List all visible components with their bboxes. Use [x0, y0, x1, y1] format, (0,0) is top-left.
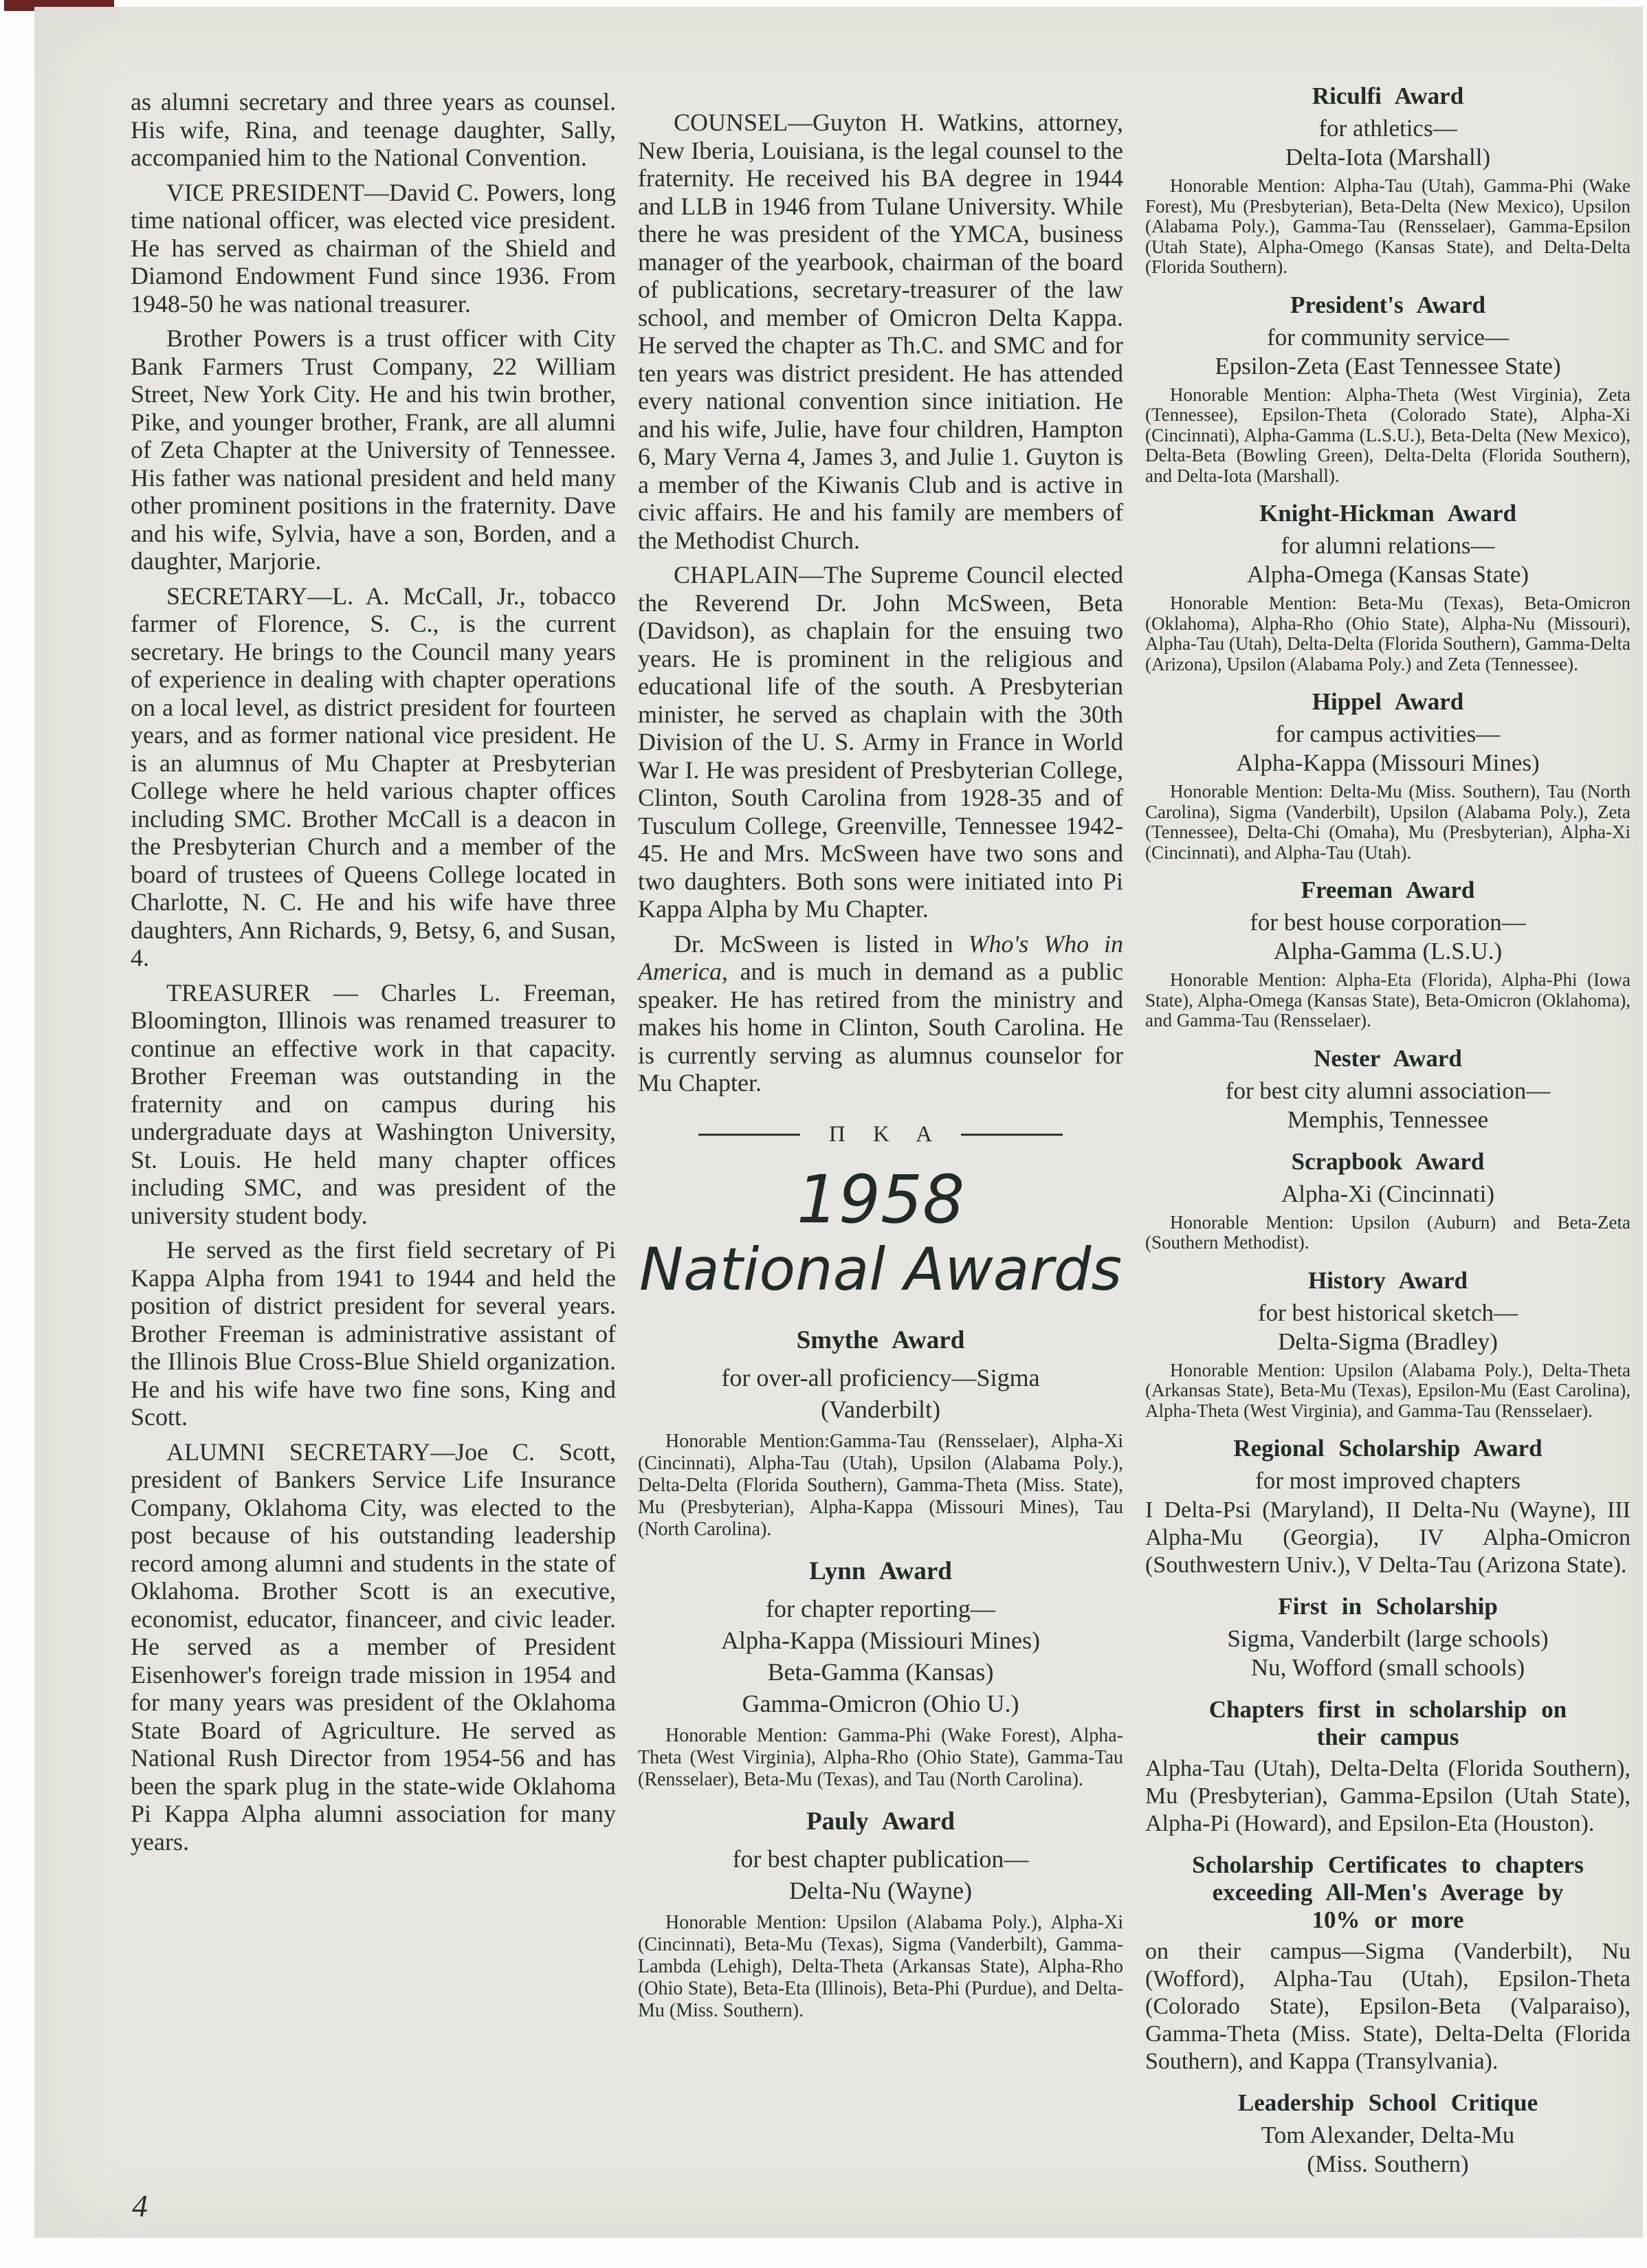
award-title: Regional Scholarship Award [1233, 1435, 1543, 1462]
body-paragraph: CHAPLAIN—The Supreme Council elected the Reverend Dr. John McSween, Beta (Davidson), as chaplain for the ensuing two years. He is prominent in the religious and educational life of the south. A Presbyterian minister, he served as chaplain with the 30th Division of the U. S. Army in France in World War I. He was president of Presbyterian College, Clinton, South Carolina from 1928-35 and of Tusculum College, Greenville, Tennessee 1942-45. He and Mrs. McSween have two sons and two daughters. Both sons were initiated into Pi Kappa Alpha by Mu Chapter. [638, 561, 1123, 923]
magazine-page [34, 7, 1643, 2238]
page-number: 4 [132, 2188, 148, 2223]
award-section [638, 1807, 1123, 2022]
award-section [1145, 1435, 1631, 1579]
awards-title-heading: National Awards [639, 1235, 1123, 1305]
divider-rule [961, 1134, 1063, 1136]
columns-container [131, 7, 1631, 2179]
award-winner-line: Epsilon-Zeta (East Tennessee State) [1215, 352, 1561, 379]
body-paragraph: VICE PRESIDENT—David C. Powers, long time national officer, was elected vice president. He has served as chairman of the Shield and Diamond Endowment Fund since 1936. From 1948-50 he was national treasurer. [131, 178, 616, 318]
honorable-mention-text: Honorable Mention: Alpha-Theta (West Virginia), Zeta (Tennessee), Epsilon-Theta (Colorado State), Alpha-Xi (Cincinnati), Alpha-Gamma (L.S.U.), Beta-Delta (New Mexico), Delta-Beta (Bowling Green), Delta-Delta (Florida Southern), and Delta-Iota (Marshall). [1145, 384, 1631, 486]
pka-divider [652, 1122, 1109, 1147]
award-title: History Award [1307, 1266, 1468, 1294]
award-winner-line: Sigma, Vanderbilt (large schools) [1227, 1625, 1549, 1652]
award-winner-line: Alpha-Xi (Cincinnati) [1281, 1180, 1495, 1207]
award-section [1145, 877, 1631, 1031]
award-section [1145, 688, 1631, 863]
award-winner-line: for chapter reporting— [766, 1594, 995, 1622]
award-winner-line: Gamma-Omicron (Ohio U.) [742, 1689, 1019, 1717]
body-paragraph: Dr. McSween is listed in Who's Who in America, and is much in demand as a public speaker. He has retired from the ministry and makes his home in Clinton, South Carolina. He is currently serving as alumnus counselor for Mu Chapter. [638, 929, 1123, 1097]
award-section [638, 1326, 1123, 1541]
body-paragraph: COUNSEL—Guyton H. Watkins, attorney, New Iberia, Louisiana, is the legal counsel to the fraternity. He received his BA degree in 1944 and LLB in 1946 from Tulane University. While there he was president of the YMCA, business manager of the yearbook, chairman of the board of publications, secretary-treasurer of the law school, and member of Omicron Delta Kappa. He served the chapter as Th.C. and SMC and for ten years was district president. He has attended every national convention since initiation. He and his wife, Julie, have four children, Hampton 6, Mary Verna 4, James 3, and Julie 1. Guyton is a member of the Kiwanis Club and is active in civic affairs. He and his family are members of the Methodist Church. [638, 109, 1123, 554]
award-winner-line: for alumni relations— [1281, 532, 1495, 559]
honorable-mention-text: Honorable Mention: Beta-Mu (Texas), Beta-Omicron (Oklahoma), Alpha-Rho (Ohio State), Alpha-Nu (Missouri), Alpha-Tau (Utah), Delta-Delta (Florida Southern), Gamma-Delta (Arizona), Upsilon (Alabama Poly.) and Zeta (Tennessee). [1145, 593, 1631, 674]
award-section [1145, 500, 1631, 674]
award-section [1145, 291, 1631, 487]
award-title: Freeman Award [1301, 877, 1475, 903]
award-section [638, 1557, 1123, 1791]
award-title: Leadership School Critique [1237, 2089, 1538, 2116]
body-paragraph: He served as the first field secretary of Pi Kappa Alpha from 1941 to 1944 and held the position of district president for several years. Brother Freeman is administrative assistant of the Illinois Blue Cross-Blue Shield organization. He and his wife have two fine sons, King and Scott. [131, 1236, 616, 1431]
award-title: Hippel Award [1312, 688, 1464, 715]
award-winner-line: for campus activities— [1275, 720, 1501, 747]
award-title: First in Scholarship [1278, 1593, 1498, 1620]
body-paragraph: Brother Powers is a trust officer with City Bank Farmers Trust Company, 22 William Street, New York City. He and his twin brother, Pike, and younger brother, Frank, are all alumni of Zeta Chapter at the University of Tennessee. His father was national president and held many other prominent positions in the fraternity. Dave and his wife, Sylvia, have a son, Borden, and a daughter, Marjorie. [131, 324, 616, 575]
award-winner-line: for best chapter publication— [732, 1845, 1029, 1873]
award-winner-line: Beta-Gamma (Kansas) [767, 1658, 994, 1686]
award-section [1145, 82, 1631, 278]
honorable-mention-text: Honorable Mention:Gamma-Tau (Rensselaer), Alpha-Xi (Cincinnati), Alpha-Tau (Utah), Upsilon (Alabama Poly.), Delta-Delta (Florida Southern), Gamma-Theta (Miss. State), Mu (Presbyterian), Alpha-Kappa (Missouri Mines), Tau (North Carolina). [638, 1430, 1123, 1540]
award-title: Smythe Award [796, 1325, 965, 1354]
award-section [1145, 1593, 1631, 1682]
award-winner-line: (Vanderbilt) [821, 1395, 940, 1423]
award-section [1145, 1696, 1631, 1838]
award-winner-line: for best house corporation— [1250, 909, 1526, 936]
honorable-mention-text: Honorable Mention: Upsilon (Auburn) and Beta-Zeta (Southern Methodist). [1145, 1211, 1631, 1253]
award-title: President's Award [1290, 291, 1485, 318]
column-middle-awards [638, 1326, 1123, 2022]
honorable-mention-text: Honorable Mention: Alpha-Eta (Florida), Alpha-Phi (Iowa State), Alpha-Omega (Kansas State), Beta-Omicron (Oklahoma), and Gamma-Tau (Rensselaer). [1145, 969, 1631, 1031]
awards-year-heading: 1958 [796, 1160, 965, 1238]
award-winner-line: for over-all proficiency—Sigma [721, 1363, 1040, 1391]
award-winner-line: Alpha-Omega (Kansas State) [1246, 561, 1529, 588]
honorable-mention-text: Honorable Mention: Alpha-Tau (Utah), Gamma-Phi (Wake Forest), Mu (Presbyterian), Beta-Delta (New Mexico), Upsilon (Alabama Poly.), Gamma-Tau (Rensselaer), Gamma-Epsilon (Utah State), Alpha-Omego (Kansas State), and Delta-Delta (Florida Southern). [1145, 175, 1631, 277]
column-middle-paragraphs [638, 109, 1123, 1097]
body-paragraph: as alumni secretary and three years as counsel. His wife, Rina, and teenage daughter, Sally, accompanied him to the National Convention. [131, 88, 616, 171]
award-winner-line: Delta-Iota (Marshall) [1285, 144, 1491, 170]
award-winner-line: (Miss. Southern) [1307, 2150, 1469, 2177]
award-winner-line: for most improved chapters [1255, 1467, 1521, 1494]
award-winner-line: Nu, Wofford (small schools) [1250, 1654, 1525, 1681]
award-section [1145, 1851, 1631, 2076]
award-body-text: I Delta-Psi (Maryland), II Delta-Nu (Wayne), III Alpha-Mu (Georgia), IV Alpha-Omicron (Southwestern Univ.), V Delta-Tau (Arizona State). [1145, 1497, 1631, 1578]
honorable-mention-text: Honorable Mention: Delta-Mu (Miss. Southern), Tau (North Carolina), Sigma (Vanderbilt), Upsilon (Alabama Poly.), Zeta (Tennessee), Delta-Chi (Omaha), Mu (Presbyterian), Alpha-Xi (Cincinnati), and Alpha-Tau (Utah). [1145, 781, 1631, 863]
award-winner-line: Alpha-Kappa (Missouri Mines) [1236, 749, 1540, 776]
award-winner-line: Delta-Sigma (Bradley) [1278, 1328, 1498, 1355]
award-title: Scrapbook Award [1291, 1147, 1485, 1175]
award-title: Scholarship Certificates to chapters exceeding All-Men's Average by 10% or more [1192, 1851, 1584, 1933]
award-section [1145, 1148, 1631, 1253]
honorable-mention-text: Honorable Mention: Upsilon (Alabama Poly.), Delta-Theta (Arkansas State), Beta-Mu (Texas), Epsilon-Mu (East Carolina), Alpha-Theta (West Virginia), and Gamma-Tau (Rensselaer). [1145, 1359, 1631, 1421]
award-winner-line: Tom Alexander, Delta-Mu [1261, 2122, 1515, 2148]
body-paragraph: ALUMNI SECRETARY—Joe C. Scott, president of Bankers Service Life Insurance Company, Oklahoma City, was elected to the post because of his outstanding leadership record among alumni and students in the state of Oklahoma. Brother Scott is an executive, economist, educator, financeer, and civic leader. He served as a member of President Eisenhower's foreign trade mission in 1954 and for many years was president of the Oklahoma State Board of Agriculture. He served as National Rush Director from 1954-56 and has been the spark plug in the state-wide Oklahoma Pi Kappa Alpha alumni association for many years. [131, 1438, 616, 1856]
honorable-mention-text: Honorable Mention: Upsilon (Alabama Poly.), Alpha-Xi (Cincinnati), Beta-Mu (Texas), Sigma (Vanderbilt), Gamma-Lambda (Lehigh), Delta-Theta (Arkansas State), Alpha-Rho (Ohio State), Beta-Eta (Illinois), Beta-Phi (Purdue), and Delta-Mu (Miss. Southern). [638, 1911, 1123, 2021]
award-body-text: on their campus—Sigma (Vanderbilt), Nu (Wofford), Alpha-Tau (Utah), Epsilon-Theta (Colorado State), Epsilon-Beta (Valparaiso), Gamma-Theta (Miss. State), Delta-Delta (Florida Southern), and Kappa (Transylvania). [1145, 1939, 1631, 2074]
award-title: Riculfi Award [1312, 82, 1464, 109]
body-paragraph: TREASURER — Charles L. Freeman, Bloomington, Illinois was renamed treasurer to continue an effective work in that capacity. Brother Freeman was outstanding in the fraternity and on campus during his undergraduate days at Washington University, St. Louis. He held many chapter offices including SMC, and was president of the university student body. [131, 978, 616, 1229]
divider-rule [698, 1134, 800, 1136]
award-winner-line: Alpha-Gamma (L.S.U.) [1273, 938, 1503, 965]
award-winner-line: for community service— [1267, 323, 1509, 351]
award-winner-line: Delta-Nu (Wayne) [789, 1876, 972, 1904]
award-title: Nester Award [1314, 1044, 1462, 1072]
award-title: Knight-Hickman Award [1259, 500, 1517, 527]
award-title: Lynn Award [809, 1556, 952, 1585]
award-winner-line: for best historical sketch— [1257, 1299, 1518, 1326]
award-winner-line: for best city alumni association— [1225, 1077, 1551, 1104]
column-right [1145, 7, 1631, 2179]
column-middle [638, 7, 1123, 2179]
award-section [1145, 1267, 1631, 1422]
award-section [1145, 1045, 1631, 1134]
award-title: Pauly Award [806, 1807, 955, 1836]
award-winner-line: Alpha-Kappa (Missiouri Mines) [721, 1626, 1040, 1654]
column-left [131, 7, 616, 2179]
pka-divider-text: Π Κ Α [828, 1121, 944, 1147]
honorable-mention-text: Honorable Mention: Gamma-Phi (Wake Forest), Alpha-Theta (West Virginia), Alpha-Rho (Ohio State), Gamma-Tau (Rensselaer), Beta-Mu (Texas), and Tau (North Carolina). [638, 1724, 1123, 1790]
award-winner-line: Memphis, Tennessee [1287, 1105, 1489, 1133]
award-title: Chapters first in scholarship on their campus [1208, 1696, 1567, 1750]
body-paragraph: SECRETARY—L. A. McCall, Jr., tobacco farmer of Florence, S. C., is the current secretary. He brings to the Council many years of experience in dealing with chapter operations on a local level, as district president for fourteen years, and as former national vice president. He is an alumnus of Mu Chapter at Presbyterian College where he held various chapter offices including SMC. Brother McCall is a deacon in the Presbyterian Church and a member of the board of trustees of Queens College located in Charlotte, N. C. He and his wife have three daughters, Ann Richards, 9, Betsy, 6, and Susan, 4. [131, 582, 616, 971]
award-body-text: Alpha-Tau (Utah), Delta-Delta (Florida Southern), Mu (Presbyterian), Gamma-Epsilon (Utah State), Alpha-Pi (Howard), and Epsilon-Eta (Houston). [1145, 1756, 1631, 1836]
award-winner-line: for athletics— [1318, 115, 1457, 142]
award-section [1145, 2089, 1631, 2179]
